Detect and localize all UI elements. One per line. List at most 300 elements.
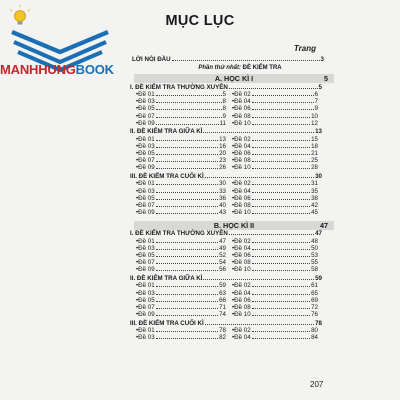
dot-leader bbox=[252, 140, 310, 141]
part-heading bbox=[140, 65, 340, 71]
toc-entry-left[interactable] bbox=[136, 195, 226, 202]
logo-wordmark bbox=[0, 62, 114, 77]
toc-section-label: III. ĐỀ KIỂM TRA CUỐI KÌ bbox=[130, 172, 204, 180]
toc-entry-label: Đề 03 bbox=[138, 98, 155, 106]
toc-entry-left[interactable] bbox=[136, 105, 226, 112]
toc-entry-label: Đề 03 bbox=[138, 244, 155, 252]
toc-entry-page: 26 bbox=[219, 164, 226, 172]
toc-entry-right[interactable] bbox=[232, 188, 318, 195]
bullet: • bbox=[136, 164, 139, 172]
bullet: • bbox=[136, 91, 139, 99]
page-title: MỤC LỤC bbox=[165, 13, 235, 29]
dot-leader bbox=[156, 102, 222, 103]
toc-entry-label: Đề 01 bbox=[138, 135, 155, 143]
bullet: • bbox=[232, 259, 235, 267]
dot-leader bbox=[252, 154, 310, 155]
bullet: • bbox=[136, 334, 139, 342]
toc-entry-right[interactable] bbox=[232, 120, 318, 127]
toc-entry-left[interactable] bbox=[136, 259, 226, 266]
toc-entry-right[interactable] bbox=[232, 209, 318, 216]
toc-entry-right[interactable] bbox=[232, 266, 318, 273]
toc-entry-label: Đề 03 bbox=[138, 187, 155, 195]
toc-entry-left[interactable] bbox=[136, 164, 226, 171]
toc-entry-right[interactable] bbox=[232, 252, 318, 259]
bullet: • bbox=[232, 303, 235, 311]
dot-leader bbox=[156, 213, 218, 214]
toc-entry-page: 20 bbox=[219, 150, 226, 158]
toc-entry-page: 58 bbox=[311, 266, 318, 274]
dot-leader bbox=[252, 263, 310, 264]
bullet: • bbox=[232, 282, 235, 290]
toc-entry-label: Đề 03 bbox=[138, 142, 155, 150]
toc-entry-label: Đề 07 bbox=[138, 157, 155, 165]
bullet: • bbox=[136, 266, 139, 274]
toc-section[interactable] bbox=[130, 84, 322, 91]
toc-entry-label: Đề 05 bbox=[138, 296, 155, 304]
toc-entry-page: 52 bbox=[219, 251, 226, 259]
toc-entry-left[interactable] bbox=[136, 143, 226, 150]
toc-section[interactable] bbox=[130, 230, 322, 237]
toc-entry-left[interactable] bbox=[136, 245, 226, 252]
toc-section-label: III. ĐỀ KIỂM TRA CUỐI KÌ bbox=[130, 319, 204, 327]
toc-entry-label: Đề 04 bbox=[234, 289, 251, 297]
dot-leader bbox=[252, 308, 310, 309]
dot-leader bbox=[252, 117, 310, 118]
toc-entry-page: 30 bbox=[219, 180, 226, 188]
toc-entry-label: Đề 08 bbox=[234, 112, 251, 120]
toc-entry-page: 84 bbox=[311, 334, 318, 342]
bullet: • bbox=[232, 310, 235, 318]
toc-entry-page: 23 bbox=[219, 157, 226, 165]
toc-entry-left[interactable] bbox=[136, 150, 226, 157]
toc-entry-left[interactable] bbox=[136, 157, 226, 164]
toc-entry-page: 21 bbox=[311, 150, 318, 158]
toc-entry-page: 5 bbox=[222, 91, 226, 99]
dot-leader bbox=[229, 234, 314, 235]
toc-entry-page: 11 bbox=[219, 119, 226, 127]
dot-leader bbox=[156, 206, 218, 207]
toc-entry-label: LỜI NÓI ĐẦU bbox=[132, 56, 171, 63]
bullet: • bbox=[136, 282, 139, 290]
toc-entry-left[interactable] bbox=[136, 334, 226, 341]
dot-leader bbox=[252, 331, 310, 332]
toc-entry-page: 78 bbox=[219, 327, 226, 335]
toc-entry-page: 42 bbox=[311, 201, 318, 209]
dot-leader bbox=[252, 184, 310, 185]
toc-entry-label: Đề 01 bbox=[138, 237, 155, 245]
toc-entry-right[interactable] bbox=[232, 327, 318, 334]
toc-entry-label: Đề 07 bbox=[138, 201, 155, 209]
bullet: • bbox=[232, 180, 235, 188]
bullet: • bbox=[232, 187, 235, 195]
semester-page: 47 bbox=[320, 220, 328, 230]
toc-entry-right[interactable] bbox=[232, 105, 318, 112]
bullet: • bbox=[232, 289, 235, 297]
toc-section-page: 47 bbox=[315, 230, 322, 238]
toc-entry-right[interactable] bbox=[232, 311, 318, 318]
toc-entry-label: Đề 02 bbox=[234, 180, 251, 188]
toc-section-label: II. ĐỀ KIỂM TRA GIỮA KÌ bbox=[130, 274, 203, 282]
toc-entry-label: Đề 04 bbox=[234, 98, 251, 106]
toc-entry-page: 36 bbox=[219, 194, 226, 202]
toc-entry-page: 45 bbox=[311, 209, 318, 217]
bullet: • bbox=[232, 150, 235, 158]
toc-entry-intro[interactable] bbox=[132, 56, 324, 63]
dot-leader bbox=[156, 315, 218, 316]
dot-leader bbox=[252, 109, 314, 110]
toc-entry-page: 80 bbox=[311, 327, 318, 335]
dot-leader bbox=[156, 249, 218, 250]
bullet: • bbox=[232, 194, 235, 202]
toc-entry-label: Đề 05 bbox=[138, 194, 155, 202]
toc-entry-page: 69 bbox=[311, 296, 318, 304]
logo-text-book: BOOK bbox=[75, 62, 114, 77]
dot-leader bbox=[205, 177, 314, 178]
dot-leader bbox=[156, 154, 218, 155]
bullet: • bbox=[232, 91, 235, 99]
bullet: • bbox=[232, 327, 235, 335]
bullet: • bbox=[136, 157, 139, 165]
toc-entry-label: Đề 02 bbox=[234, 135, 251, 143]
toc-entry-label: Đề 09 bbox=[138, 310, 155, 318]
bullet: • bbox=[136, 244, 139, 252]
dot-leader bbox=[156, 95, 222, 96]
bullet: • bbox=[136, 119, 139, 127]
toc-entry-left[interactable] bbox=[136, 297, 226, 304]
toc-entry-label: Đề 07 bbox=[138, 303, 155, 311]
toc-entry-label: Đề 01 bbox=[138, 180, 155, 188]
toc-entry-page: 38 bbox=[311, 194, 318, 202]
toc-entry-label: Đề 01 bbox=[138, 282, 155, 290]
dot-leader bbox=[252, 301, 310, 302]
dot-leader bbox=[252, 168, 310, 169]
bullet: • bbox=[136, 310, 139, 318]
toc-entry-page: 47 bbox=[219, 237, 226, 245]
toc-entry-left[interactable] bbox=[136, 327, 226, 334]
toc-entry-right[interactable] bbox=[232, 202, 318, 209]
toc-entry-label: Đề 05 bbox=[138, 150, 155, 158]
dot-leader bbox=[252, 242, 310, 243]
bullet: • bbox=[232, 142, 235, 150]
toc-section-page: 59 bbox=[315, 274, 322, 282]
bullet: • bbox=[136, 296, 139, 304]
dot-leader bbox=[252, 338, 310, 339]
toc-section[interactable] bbox=[130, 320, 322, 327]
dot-leader bbox=[252, 213, 310, 214]
dot-leader bbox=[156, 117, 222, 118]
bullet: • bbox=[136, 251, 139, 259]
toc-entry-page: 61 bbox=[311, 282, 318, 290]
toc-entry-page: 25 bbox=[311, 157, 318, 165]
toc-entry-left[interactable] bbox=[136, 91, 226, 98]
bullet: • bbox=[136, 112, 139, 120]
dot-leader bbox=[252, 206, 310, 207]
toc-entry-right[interactable] bbox=[232, 245, 318, 252]
bullet: • bbox=[136, 237, 139, 245]
toc-entry-page: 59 bbox=[219, 282, 226, 290]
dot-leader bbox=[156, 256, 218, 257]
bullet: • bbox=[136, 201, 139, 209]
toc-entry-label: Đề 08 bbox=[234, 303, 251, 311]
toc-entry-label: Đề 02 bbox=[234, 282, 251, 290]
bullet: • bbox=[136, 209, 139, 217]
dot-leader bbox=[229, 88, 318, 89]
dot-leader bbox=[252, 199, 310, 200]
bullet: • bbox=[136, 105, 139, 113]
toc-section-label: I. ĐỀ KIỂM TRA THƯỜNG XUYÊN bbox=[130, 83, 228, 91]
dot-leader bbox=[156, 140, 218, 141]
dot-leader bbox=[252, 249, 310, 250]
toc-entry-page: 54 bbox=[219, 259, 226, 267]
toc-entry-label: Đề 09 bbox=[138, 209, 155, 217]
toc-entry-page: 7 bbox=[314, 98, 318, 106]
toc-entry-label: Đề 04 bbox=[234, 244, 251, 252]
bullet: • bbox=[136, 187, 139, 195]
toc-entry-label: Đề 04 bbox=[234, 142, 251, 150]
toc-entry-page: 55 bbox=[311, 259, 318, 267]
toc-entry-page: 76 bbox=[311, 310, 318, 318]
toc-entry-page: 9 bbox=[314, 105, 318, 113]
toc-entry-right[interactable] bbox=[232, 143, 318, 150]
toc-entry-page: 66 bbox=[219, 296, 226, 304]
bullet: • bbox=[136, 194, 139, 202]
dot-leader bbox=[156, 331, 218, 332]
toc-entry-right[interactable] bbox=[232, 297, 318, 304]
toc-entry-left[interactable] bbox=[136, 266, 226, 273]
toc-entry-right[interactable] bbox=[232, 150, 318, 157]
bullet: • bbox=[232, 201, 235, 209]
part-heading-title: ĐỀ KIỂM TRA bbox=[242, 65, 282, 71]
dot-leader bbox=[172, 60, 320, 61]
bullet: • bbox=[232, 112, 235, 120]
bullet: • bbox=[136, 289, 139, 297]
toc-entry-label: Đề 01 bbox=[138, 327, 155, 335]
toc-entry-label: Đề 09 bbox=[138, 119, 155, 127]
toc-entry-page: 72 bbox=[311, 303, 318, 311]
toc-section[interactable] bbox=[130, 275, 322, 282]
toc-entry-left[interactable] bbox=[136, 209, 226, 216]
toc-entry-label: Đề 08 bbox=[234, 201, 251, 209]
toc-entry-page: 28 bbox=[311, 164, 318, 172]
toc-entry-right[interactable] bbox=[232, 164, 318, 171]
toc-entry-page: 35 bbox=[311, 187, 318, 195]
toc-entry-page: 50 bbox=[311, 244, 318, 252]
dot-leader bbox=[156, 161, 218, 162]
bullet: • bbox=[136, 327, 139, 335]
toc-entry-left[interactable] bbox=[136, 311, 226, 318]
toc-entry-right[interactable] bbox=[232, 136, 318, 143]
dot-leader bbox=[252, 315, 310, 316]
toc-entry-left[interactable] bbox=[136, 180, 226, 187]
toc-entry-label: Đề 05 bbox=[138, 251, 155, 259]
toc-entry-label: Đề 02 bbox=[234, 327, 251, 335]
toc-entry-right[interactable] bbox=[232, 304, 318, 311]
toc-entry-page: 82 bbox=[219, 334, 226, 342]
toc-entry-label: Đề 04 bbox=[234, 187, 251, 195]
toc-entry-page: 8 bbox=[222, 105, 226, 113]
bullet: • bbox=[232, 244, 235, 252]
dot-leader bbox=[156, 109, 222, 110]
bullet: • bbox=[232, 334, 235, 342]
toc-entry-left[interactable] bbox=[136, 98, 226, 105]
dot-leader bbox=[203, 279, 314, 280]
toc-entry-label: Đề 03 bbox=[138, 289, 155, 297]
toc-entry-label: Đề 09 bbox=[138, 266, 155, 274]
toc-section-label: II. ĐỀ KIỂM TRA GIỮA KÌ bbox=[130, 128, 203, 136]
semester-title: B. HỌC KÌ II bbox=[213, 220, 255, 230]
dot-leader bbox=[156, 147, 218, 148]
toc-entry-label: Đề 10 bbox=[234, 266, 251, 274]
dot-leader bbox=[156, 242, 218, 243]
dot-leader bbox=[252, 286, 310, 287]
toc-entry-page: 40 bbox=[219, 201, 226, 209]
toc-entry-left[interactable] bbox=[136, 290, 226, 297]
toc-section[interactable] bbox=[130, 173, 322, 180]
toc-entry-page: 31 bbox=[311, 180, 318, 188]
toc-entry-page: 10 bbox=[311, 112, 318, 120]
toc-entry-page: 16 bbox=[219, 142, 226, 150]
toc-section-page: 5 bbox=[318, 83, 322, 91]
part-heading-prefix: Phần thứ nhất: bbox=[198, 65, 241, 71]
toc-entry-page: 65 bbox=[311, 289, 318, 297]
dot-leader bbox=[156, 294, 218, 295]
toc-entry-left[interactable] bbox=[136, 238, 226, 245]
page-number: 207 bbox=[310, 380, 324, 389]
logo-text-manhhung: MANHHUNG bbox=[0, 62, 76, 77]
toc-entry-label: Đề 04 bbox=[234, 334, 251, 342]
semester-title: A. HỌC KÌ I bbox=[214, 74, 254, 83]
bullet: • bbox=[232, 237, 235, 245]
toc-entry-right[interactable] bbox=[232, 290, 318, 297]
toc-entry-right[interactable] bbox=[232, 238, 318, 245]
dot-leader bbox=[156, 184, 218, 185]
toc-entry-label: Đề 06 bbox=[234, 296, 251, 304]
toc-entry-label: Đề 10 bbox=[234, 209, 251, 217]
dot-leader bbox=[156, 192, 218, 193]
toc-entry-label: Đề 05 bbox=[138, 105, 155, 113]
toc-section-page: 30 bbox=[315, 172, 322, 180]
toc-entry-label: Đề 06 bbox=[234, 150, 251, 158]
toc-entry-page: 6 bbox=[314, 91, 318, 99]
bullet: • bbox=[232, 98, 235, 106]
toc-entry-left[interactable] bbox=[136, 282, 226, 289]
dot-leader bbox=[203, 132, 314, 133]
dot-leader bbox=[156, 308, 218, 309]
toc-entry-right[interactable] bbox=[232, 98, 318, 105]
semester-heading[interactable] bbox=[134, 74, 334, 83]
bullet: • bbox=[136, 150, 139, 158]
toc-section[interactable] bbox=[130, 128, 322, 135]
toc-entry-label: Đề 09 bbox=[138, 164, 155, 172]
toc-entry-page: 74 bbox=[219, 310, 226, 318]
toc-entry-label: Đề 06 bbox=[234, 251, 251, 259]
dot-leader bbox=[252, 102, 314, 103]
toc-entry-label: Đề 02 bbox=[234, 91, 251, 99]
toc-entry-left[interactable] bbox=[136, 202, 226, 209]
toc-entry-label: Đề 10 bbox=[234, 119, 251, 127]
toc-entry-page: 53 bbox=[311, 251, 318, 259]
toc-entry-left[interactable] bbox=[136, 136, 226, 143]
dot-leader bbox=[156, 124, 219, 125]
dot-leader bbox=[252, 256, 310, 257]
toc-entry-right[interactable] bbox=[232, 282, 318, 289]
bullet: • bbox=[136, 259, 139, 267]
dot-leader bbox=[156, 263, 218, 264]
toc-entry-page: 33 bbox=[219, 187, 226, 195]
bullet: • bbox=[232, 119, 235, 127]
toc-entry-label: Đề 07 bbox=[138, 112, 155, 120]
toc-entry-right[interactable] bbox=[232, 157, 318, 164]
bullet: • bbox=[136, 180, 139, 188]
dot-leader bbox=[252, 294, 310, 295]
toc-entry-label: Đề 10 bbox=[234, 310, 251, 318]
toc-entry-page: 48 bbox=[311, 237, 318, 245]
bullet: • bbox=[136, 98, 139, 106]
toc-entry-page: 43 bbox=[219, 209, 226, 217]
dot-leader bbox=[156, 270, 218, 271]
toc-entry-left[interactable] bbox=[136, 304, 226, 311]
toc-section-page: 78 bbox=[315, 319, 322, 327]
toc-section-label: I. ĐỀ KIỂM TRA THƯỜNG XUYÊN bbox=[130, 230, 228, 238]
toc-entry-page: 12 bbox=[311, 119, 318, 127]
toc-entry-label: Đề 06 bbox=[234, 194, 251, 202]
toc-entry-page: 56 bbox=[219, 266, 226, 274]
bullet: • bbox=[136, 142, 139, 150]
toc-entry-right[interactable] bbox=[232, 334, 318, 341]
toc-entry-right[interactable] bbox=[232, 195, 318, 202]
bullet: • bbox=[232, 209, 235, 217]
bullet: • bbox=[136, 135, 139, 143]
toc-entry-page: 18 bbox=[311, 142, 318, 150]
toc-entry-left[interactable] bbox=[136, 252, 226, 259]
toc-entry-label: Đề 10 bbox=[234, 164, 251, 172]
bullet: • bbox=[232, 251, 235, 259]
toc-entry-right[interactable] bbox=[232, 91, 318, 98]
semester-heading[interactable] bbox=[134, 221, 334, 230]
toc-entry-right[interactable] bbox=[232, 113, 318, 120]
toc-entry-left[interactable] bbox=[136, 113, 226, 120]
toc-entry-page: 15 bbox=[311, 135, 318, 143]
dot-leader bbox=[252, 270, 310, 271]
toc-entry-page: 49 bbox=[219, 244, 226, 252]
dot-leader bbox=[252, 161, 310, 162]
dot-leader bbox=[252, 95, 314, 96]
bullet: • bbox=[232, 266, 235, 274]
toc-entry-left[interactable] bbox=[136, 188, 226, 195]
semester-page: 5 bbox=[324, 74, 328, 83]
toc-entry-page: 63 bbox=[219, 289, 226, 297]
toc-entry-label: Đề 08 bbox=[234, 259, 251, 267]
dot-leader bbox=[156, 301, 218, 302]
toc-entry-page: 9 bbox=[222, 112, 226, 120]
toc-entry-label: Đề 02 bbox=[234, 237, 251, 245]
toc-entry-label: Đề 03 bbox=[138, 334, 155, 342]
toc-entry-page: 71 bbox=[219, 303, 226, 311]
dot-leader bbox=[156, 286, 218, 287]
dot-leader bbox=[156, 199, 218, 200]
toc-entry-page: 13 bbox=[219, 135, 226, 143]
toc-entry-left[interactable] bbox=[136, 120, 226, 127]
toc-entry-label: Đề 06 bbox=[234, 105, 251, 113]
bullet: • bbox=[232, 135, 235, 143]
bullet: • bbox=[232, 164, 235, 172]
toc-entry-label: Đề 01 bbox=[138, 91, 155, 99]
bullet: • bbox=[232, 157, 235, 165]
toc-entry-right[interactable] bbox=[232, 180, 318, 187]
toc-entry-page: 3 bbox=[320, 56, 324, 63]
toc-section-page: 13 bbox=[315, 128, 322, 136]
toc-entry-right[interactable] bbox=[232, 259, 318, 266]
